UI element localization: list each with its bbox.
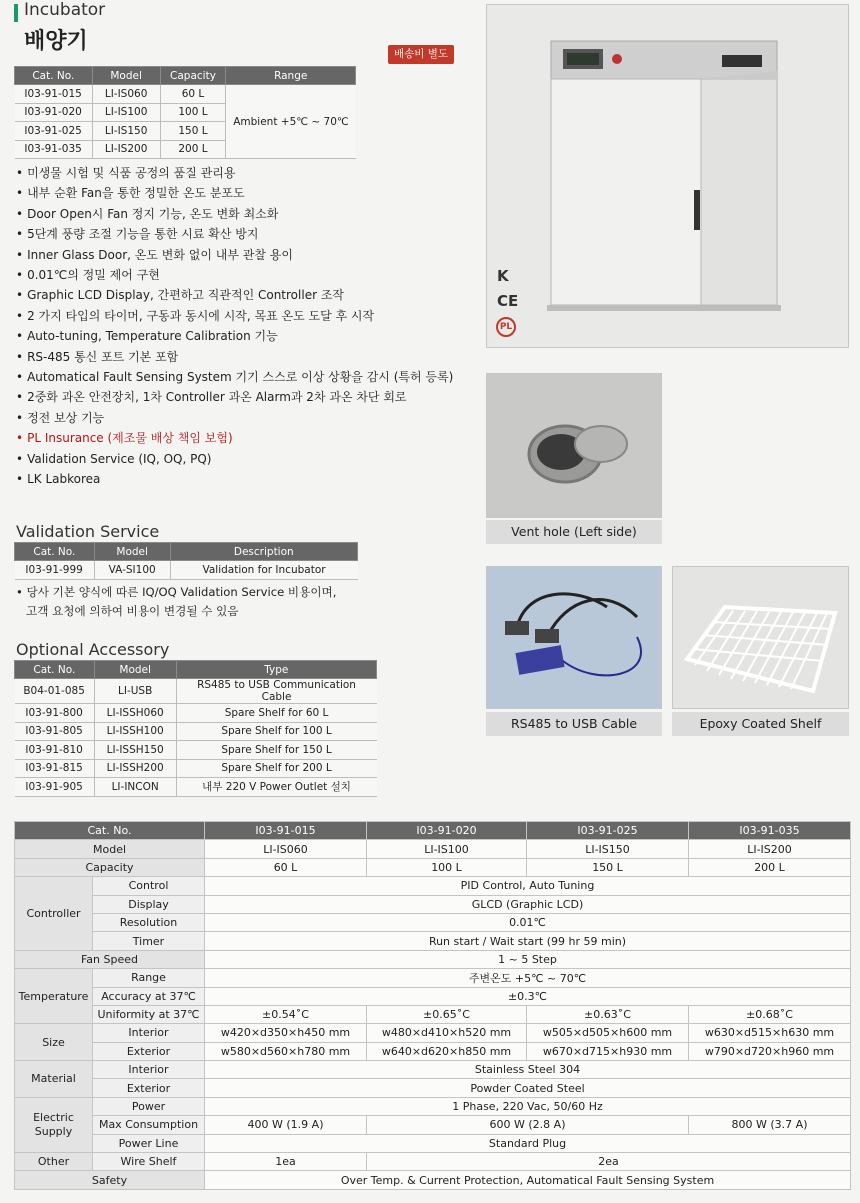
spec-model: LI-IS100 <box>367 840 527 858</box>
spec-label-fan: Fan Speed <box>15 950 205 968</box>
spec-material-interior: Stainless Steel 304 <box>205 1061 851 1079</box>
validation-title: Validation Service <box>16 522 160 541</box>
spec-group-electric-line2: Supply <box>34 1124 73 1138</box>
list-item: • Validation Service (IQ, OQ, PQ) <box>16 449 476 469</box>
spec-group-size: Size <box>15 1024 93 1061</box>
spec-fan: 1 ~ 5 Step <box>205 950 851 968</box>
shelf-photo <box>672 566 849 709</box>
spec-group-controller: Controller <box>15 877 93 951</box>
cell: I03-91-020 <box>15 103 93 122</box>
cell: I03-91-810 <box>15 741 95 760</box>
spec-maxcons: 800 W (3.7 A) <box>689 1116 851 1134</box>
cell: Validation for Incubator <box>170 561 357 580</box>
spec-row-power <box>15 1097 851 1115</box>
spec-accuracy: ±0.3℃ <box>205 987 851 1005</box>
spec-display: GLCD (Graphic LCD) <box>205 895 851 913</box>
cell: B04-01-085 <box>15 679 95 704</box>
spec-maxcons: 600 W (2.8 A) <box>367 1116 689 1134</box>
table-row <box>15 778 377 797</box>
spec-row-range <box>15 969 851 987</box>
spec-uniformity: ±0.54˚C <box>205 1005 367 1023</box>
cell: I03-91-035 <box>15 140 93 159</box>
spec-size-interior: w420×d350×h450 mm <box>205 1024 367 1042</box>
validation-note <box>16 583 376 621</box>
spec-capacity: 150 L <box>527 858 689 876</box>
spec-row-powerline <box>15 1134 851 1152</box>
list-item: • Automatical Fault Sensing System 기기 스스로 이상 상황을 감시 (특허 등록) <box>16 367 476 387</box>
vent-hole-photo <box>486 373 662 518</box>
col-model: Model <box>94 543 170 561</box>
spec-row-display <box>15 895 851 913</box>
vent-hole-illustration <box>487 374 663 519</box>
spec-label-power: Power <box>93 1097 205 1115</box>
list-item: • 정전 보상 기능 <box>16 408 476 428</box>
page-title-en: Incubator <box>24 0 106 20</box>
spec-timer: Run start / Wait start (99 hr 59 min) <box>205 932 851 950</box>
spec-label-exterior: Exterior <box>93 1042 205 1060</box>
spec-label-powerline: Power Line <box>93 1134 205 1152</box>
list-item: • 2 가지 타입의 타이머, 구동과 동시에 시작, 목표 온도 도달 후 시작 <box>16 306 476 326</box>
list-item: • Door Open시 Fan 정지 기능, 온도 변화 최소화 <box>16 204 476 224</box>
cell: 내부 220 V Power Outlet 설치 <box>176 778 376 797</box>
spec-label-exterior: Exterior <box>93 1079 205 1097</box>
spec-label-safety: Safety <box>15 1171 205 1189</box>
spec-model: LI-IS200 <box>689 840 851 858</box>
list-item: • 5단계 풍량 조절 기능을 통한 시료 확산 방지 <box>16 224 476 244</box>
spec-cat: I03-91-035 <box>689 822 851 840</box>
list-item: • 미생물 시험 및 식품 공정의 품질 관리용 <box>16 163 476 183</box>
spec-size-exterior: w790×d720×h960 mm <box>689 1042 851 1060</box>
spec-group-temperature: Temperature <box>15 969 93 1024</box>
spec-row-capacity <box>15 858 851 876</box>
list-item: • RS-485 통신 포트 기본 포함 <box>16 347 476 367</box>
table-row <box>15 561 358 580</box>
spec-model: LI-IS060 <box>205 840 367 858</box>
accessory-table <box>14 660 377 797</box>
title-accent-bar <box>14 4 18 22</box>
incubator-photo <box>486 4 849 348</box>
ce-cert-icon: CE <box>497 292 519 310</box>
spec-size-interior: w630×d515×h630 mm <box>689 1024 851 1042</box>
spec-cat: I03-91-015 <box>205 822 367 840</box>
cell: Spare Shelf for 100 L <box>176 722 376 741</box>
spec-maxcons: 400 W (1.9 A) <box>205 1116 367 1134</box>
col-range: Range <box>226 67 356 85</box>
cell: LI-ISSH060 <box>94 704 176 723</box>
cell: LI-IS150 <box>92 122 160 141</box>
spec-cat: I03-91-025 <box>527 822 689 840</box>
cell: Spare Shelf for 200 L <box>176 759 376 778</box>
list-item: • 내부 순환 Fan을 통한 정밀한 온도 분포도 <box>16 183 476 203</box>
spec-row-size-interior <box>15 1024 851 1042</box>
spec-row-timer <box>15 932 851 950</box>
spec-size-interior: w505×d505×h600 mm <box>527 1024 689 1042</box>
cell: LI-IS060 <box>92 85 160 104</box>
shelf-illustration <box>673 567 850 710</box>
cell: LI-ISSH150 <box>94 741 176 760</box>
spec-group-other: Other <box>15 1153 93 1171</box>
spec-label-resolution: Resolution <box>93 913 205 931</box>
cell: Spare Shelf for 150 L <box>176 741 376 760</box>
spec-label-accuracy: Accuracy at 37℃ <box>93 987 205 1005</box>
spec-control: PID Control, Auto Tuning <box>205 877 851 895</box>
spec-label-shelf: Wire Shelf <box>93 1153 205 1171</box>
spec-size-exterior: w670×d715×h930 mm <box>527 1042 689 1060</box>
spec-row-model <box>15 840 851 858</box>
spec-uniformity: ±0.68˚C <box>689 1005 851 1023</box>
spec-table <box>14 821 851 1190</box>
spec-row-accuracy <box>15 987 851 1005</box>
spec-size-interior: w480×d410×h520 mm <box>367 1024 527 1042</box>
spec-row-uniformity <box>15 1005 851 1023</box>
usb-cable-photo <box>486 566 662 709</box>
spec-resolution: 0.01℃ <box>205 913 851 931</box>
incubator-illustration <box>487 5 850 349</box>
pl-cert-icon: PL <box>496 317 516 337</box>
spec-row-material-exterior <box>15 1079 851 1097</box>
spec-size-exterior: w640×d620×h850 mm <box>367 1042 527 1060</box>
range-cell: Ambient +5℃ ~ 70℃ <box>226 85 356 159</box>
table-row <box>15 759 377 778</box>
col-model: Model <box>92 67 160 85</box>
shelf-caption: Epoxy Coated Shelf <box>672 712 849 736</box>
spec-label-capacity: Capacity <box>15 858 205 876</box>
cell: LI-IS200 <box>92 140 160 159</box>
cell: VA-SI100 <box>94 561 170 580</box>
spec-row-size-exterior <box>15 1042 851 1060</box>
spec-label-interior: Interior <box>93 1061 205 1079</box>
cell: Spare Shelf for 60 L <box>176 704 376 723</box>
validation-table <box>14 542 358 580</box>
cell: I03-91-800 <box>15 704 95 723</box>
spec-label-cat: Cat. No. <box>15 822 205 840</box>
spec-row-safety <box>15 1171 851 1189</box>
col-capacity: Capacity <box>160 67 226 85</box>
spec-label-timer: Timer <box>93 932 205 950</box>
vent-hole-caption: Vent hole (Left side) <box>486 520 662 544</box>
usb-cable-caption: RS485 to USB Cable <box>486 712 662 736</box>
spec-power: 1 Phase, 220 Vac, 50/60 Hz <box>205 1097 851 1115</box>
cell: LI-IS100 <box>92 103 160 122</box>
spec-group-electric-line1: Electric <box>33 1110 74 1124</box>
table-row <box>15 704 377 723</box>
table-row <box>15 722 377 741</box>
cell: 100 L <box>160 103 226 122</box>
table-row <box>15 679 377 704</box>
spec-row-fan <box>15 950 851 968</box>
cell: 200 L <box>160 140 226 159</box>
list-item: • Graphic LCD Display, 간편하고 직관적인 Controller 조작 <box>16 285 476 305</box>
col-description: Description <box>170 543 357 561</box>
cell: LI-INCON <box>94 778 176 797</box>
cell: LI-USB <box>94 679 176 704</box>
col-type: Type <box>176 661 376 679</box>
spec-material-exterior: Powder Coated Steel <box>205 1079 851 1097</box>
spec-label-control: Control <box>93 877 205 895</box>
cell: I03-91-015 <box>15 85 93 104</box>
col-cat-no: Cat. No. <box>15 543 95 561</box>
cell: RS485 to USB Communication Cable <box>176 679 376 704</box>
table-row <box>15 741 377 760</box>
cell: 60 L <box>160 85 226 104</box>
spec-safety: Over Temp. & Current Protection, Automatical Fault Sensing System <box>205 1171 851 1189</box>
spec-shelf: 2ea <box>367 1153 851 1171</box>
cell: 150 L <box>160 122 226 141</box>
spec-capacity: 100 L <box>367 858 527 876</box>
spec-row-material-interior <box>15 1061 851 1079</box>
list-item: • Inner Glass Door, 온도 변화 없이 내부 관찰 용이 <box>16 245 476 265</box>
spec-row-cat <box>15 822 851 840</box>
spec-row-maxcons <box>15 1116 851 1134</box>
kc-cert-icon: K <box>497 267 509 285</box>
shipping-badge: 배송비 별도 <box>388 45 454 64</box>
cell: I03-91-999 <box>15 561 95 580</box>
list-item-pl-insurance: • PL Insurance (제조물 배상 책임 보험) <box>16 428 476 448</box>
note-line-1: 당사 기본 양식에 따른 IQ/OQ Validation Service 비용이며, <box>26 585 337 599</box>
note-bullet: • <box>16 585 27 599</box>
list-item: • 0.01℃의 정밀 제어 구현 <box>16 265 476 285</box>
spec-size-exterior: w580×d560×h780 mm <box>205 1042 367 1060</box>
col-cat-no: Cat. No. <box>15 661 95 679</box>
feature-list <box>16 163 476 490</box>
col-model: Model <box>94 661 176 679</box>
spec-cat: I03-91-020 <box>367 822 527 840</box>
list-item: • 2중화 과온 안전장치, 1차 Controller 과온 Alarm과 2차 과온 차단 회로 <box>16 387 476 407</box>
spec-uniformity: ±0.63˚C <box>527 1005 689 1023</box>
spec-range: 주변온도 +5℃ ~ 70℃ <box>205 969 851 987</box>
spec-label-uniformity: Uniformity at 37℃ <box>93 1005 205 1023</box>
usb-cable-illustration <box>487 567 663 710</box>
list-item: • Auto-tuning, Temperature Calibration 기능 <box>16 326 476 346</box>
spec-group-material: Material <box>15 1061 93 1098</box>
spec-shelf: 1ea <box>205 1153 367 1171</box>
cell: I03-91-815 <box>15 759 95 778</box>
spec-group-electric <box>15 1097 93 1152</box>
spec-label-range: Range <box>93 969 205 987</box>
spec-capacity: 200 L <box>689 858 851 876</box>
spec-row-resolution <box>15 913 851 931</box>
spec-label-maxcons: Max Consumption <box>93 1116 205 1134</box>
table-row <box>15 85 356 104</box>
spec-label-display: Display <box>93 895 205 913</box>
models-table <box>14 66 356 159</box>
list-item: • LK Labkorea <box>16 469 476 489</box>
spec-powerline: Standard Plug <box>205 1134 851 1152</box>
cell: LI-ISSH200 <box>94 759 176 778</box>
page-title-ko: 배양기 <box>24 29 88 54</box>
cell: I03-91-025 <box>15 122 93 141</box>
spec-row-control <box>15 877 851 895</box>
note-line-2: 고객 요청에 의하여 비용이 변경될 수 있음 <box>26 604 239 618</box>
col-cat-no: Cat. No. <box>15 67 93 85</box>
accessory-title: Optional Accessory <box>16 640 170 659</box>
spec-model: LI-IS150 <box>527 840 689 858</box>
spec-label-interior: Interior <box>93 1024 205 1042</box>
cell: LI-ISSH100 <box>94 722 176 741</box>
spec-capacity: 60 L <box>205 858 367 876</box>
spec-uniformity: ±0.65˚C <box>367 1005 527 1023</box>
spec-row-shelf <box>15 1153 851 1171</box>
cell: I03-91-905 <box>15 778 95 797</box>
spec-label-model: Model <box>15 840 205 858</box>
cell: I03-91-805 <box>15 722 95 741</box>
